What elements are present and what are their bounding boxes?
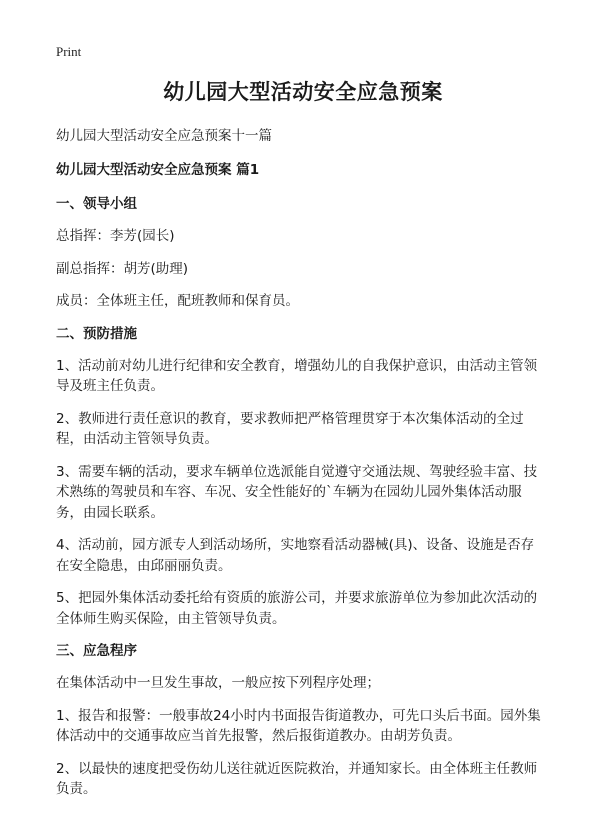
section-heading-emergency: 三、应急程序 <box>56 643 137 659</box>
section-heading-prevention: 二、预防措施 <box>56 325 137 342</box>
paragraph: 2、以最快的速度把受伤幼儿送往就近医院救治，并通知家长。由全体班主任教师负责。 <box>56 760 538 797</box>
paragraph: 2、教师进行责任意识的教育，要求教师把严格管理贯穿于本次集体活动的全过程，由活动主管领导负责。 <box>56 410 524 447</box>
paragraph: 成员：全体班主任，配班教师和保育员。 <box>56 293 299 309</box>
paragraph: 3、需要车辆的活动，要求车辆单位选派能自觉遵守交通法规、驾驶经验丰富、技术熟练的驾驶员和车容、车况、安全性能好的`车辆为在园幼儿园外集体活动服务，由园长联系。 <box>56 463 538 521</box>
paragraph: 5、把园外集体活动委托给有资质的旅游公司，并要求旅游单位为参加此次活动的全体师生购买保险，由主管领导负责。 <box>56 590 538 627</box>
paragraph: 4、活动前，园方派专人到活动场所，实地察看活动器械(具)、设备、设施是否存在安全隐患，由邱丽丽负责。 <box>56 537 535 574</box>
document-subtitle: 幼儿园大型活动安全应急预案十一篇 <box>56 128 272 144</box>
article-title: 幼儿园大型活动安全应急预案 篇1 <box>56 162 260 178</box>
print-label: Print <box>56 44 82 59</box>
section-heading-leadership: 一、领导小组 <box>56 196 137 212</box>
paragraph: 1、活动前对幼儿进行纪律和安全教育，增强幼儿的自我保护意识，由活动主管领导及班主任负责。 <box>56 357 538 394</box>
document-title: 幼儿园大型活动安全应急预案 <box>163 80 443 104</box>
paragraph: 在集体活动中一旦发生事故，一般应按下列程序处理； <box>56 675 380 691</box>
paragraph: 1、报告和报警：一般事故24小时内书面报告街道教办，可先口头后书面。园外集体活动中的交通事故应当首先报警，然后报街道教办。由胡芳负责。 <box>56 707 541 744</box>
paragraph: 副总指挥：胡芳(助理) <box>56 260 189 277</box>
paragraph: 总指挥：李芳(园长) <box>56 228 175 244</box>
